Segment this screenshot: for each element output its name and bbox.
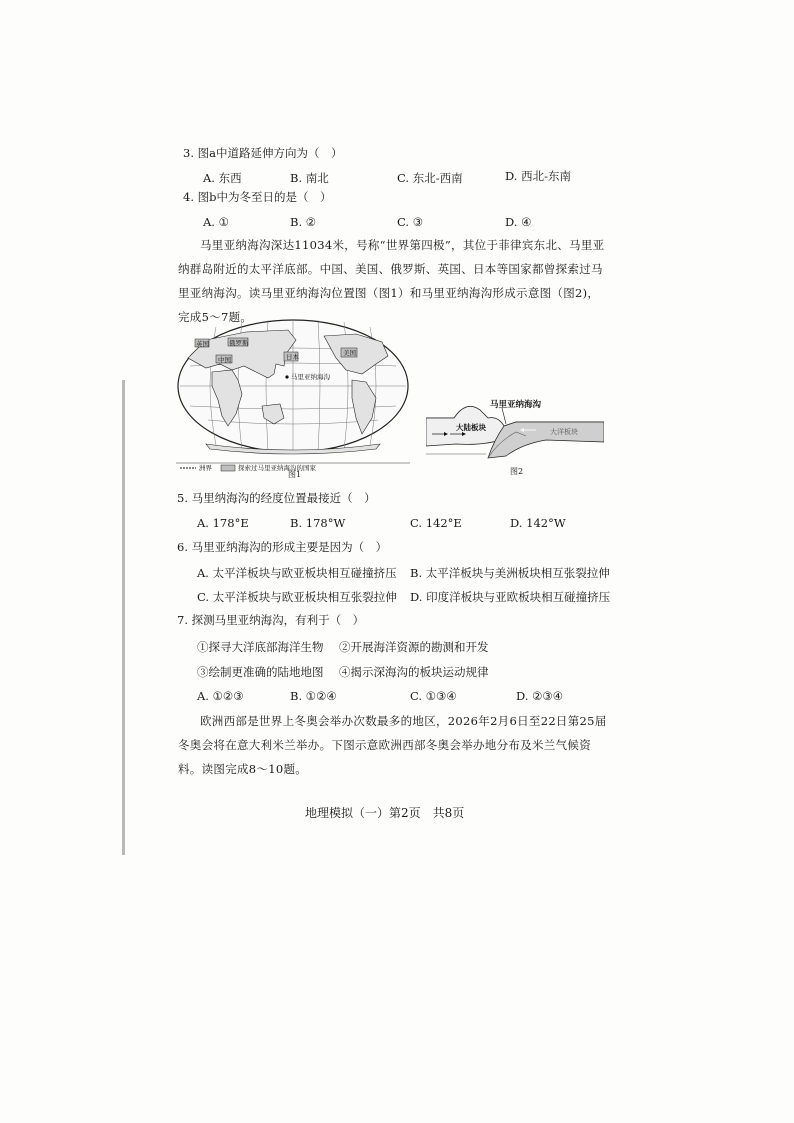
legend-border: 洲界 (199, 464, 212, 472)
q3-option-d[interactable]: D. 西北-东南 (505, 169, 572, 183)
figure-2-caption: 图2 (510, 467, 524, 476)
figure-1-caption: 图1 (288, 470, 302, 479)
mariana-trench-marker (285, 375, 288, 378)
q7-option-b[interactable]: B. ①②④ (290, 689, 337, 703)
map-label-japan: 日本 (286, 353, 299, 361)
q7-stem: 7. 探测马里亚纳海沟，有利于（ ） (177, 613, 365, 627)
q6-option-b[interactable]: B. 太平洋板块与美洲板块相互张裂拉伸 (410, 566, 610, 580)
q3-option-b[interactable]: B. 南北 (290, 171, 329, 185)
q3-stem: 3. 图a中道路延伸方向为（ ） (183, 146, 343, 160)
q7-item-3: ③绘制更准确的陆地地图 (197, 665, 324, 679)
fig2-label-ocean: 大洋板块 (550, 428, 578, 436)
q7-item-1: ①探寻大洋底部海洋生物 (197, 640, 324, 654)
q7-option-c[interactable]: C. ①③④ (410, 689, 457, 703)
q4-stem: 4. 图b中为冬至日的是（ ） (183, 190, 332, 204)
q7-item-2: ②开展海洋资源的勘测和开发 (339, 640, 489, 654)
q5-option-a[interactable]: A. 178°E (197, 516, 249, 530)
q7-option-a[interactable]: A. ①②③ (197, 689, 244, 703)
q6-option-c[interactable]: C. 太平洋板块与欧亚板块相互张裂拉伸 (197, 590, 397, 604)
q4-option-d[interactable]: D. ④ (505, 215, 532, 229)
q5-stem: 5. 马里纳海沟的经度位置最接近（ ） (177, 491, 376, 505)
page-footer: 地理模拟（一）第2页 共8页 (305, 806, 465, 820)
q6-option-d[interactable]: D. 印度洋板块与亚欧板块相互碰撞挤压 (410, 590, 611, 604)
map-label-uk: 英国 (196, 340, 209, 348)
q5-option-b[interactable]: B. 178°W (290, 516, 346, 530)
q3-option-c[interactable]: C. 东北-西南 (397, 171, 463, 185)
q5-option-c[interactable]: C. 142°E (410, 516, 462, 530)
scan-edge (122, 380, 125, 855)
legend-swatch (221, 465, 235, 471)
q3-option-a[interactable]: A. 东西 (203, 171, 242, 185)
q4-option-a[interactable]: A. ① (203, 215, 229, 229)
figure-1-world-map (176, 318, 410, 478)
passage-winter-olympics: 欧洲西部是世界上冬奥会举办次数最多的地区，2026年2月6日至22日第25届冬奥会将在意大利米兰举办。下图示意欧洲西部冬奥会举办地分布及米兰气候资料。读图完成8～10题。 (178, 714, 607, 776)
map-label-trench: 马里亚纳海沟 (291, 373, 330, 381)
q4-option-b[interactable]: B. ② (290, 215, 317, 229)
passage-mariana: 马里亚纳海沟深达11034米，号称“世界第四极”，其位于菲律宾东北、马里亚纳群岛附近的太平洋底部。中国、美国、俄罗斯、英国、日本等国家都曾探索过马里亚纳海沟。读马里亚纳海沟位置图（图1）和马里亚纳海沟形成示意图（图2)，完成5～7题。 (178, 238, 605, 324)
q6-stem: 6. 马里亚纳海沟的形成主要是因为（ ） (177, 540, 388, 554)
map-label-russia: 俄罗斯 (229, 339, 249, 347)
q4-option-c[interactable]: C. ③ (397, 215, 424, 229)
q7-item-4: ④揭示深海沟的板块运动规律 (339, 665, 489, 679)
map-label-china: 中国 (218, 356, 231, 364)
fig2-label-trench: 马里亚纳海沟 (490, 400, 542, 410)
legend-explored: 探索过马里亚纳海沟的国家 (238, 464, 316, 472)
q5-option-d[interactable]: D. 142°W (510, 516, 566, 530)
q7-option-d[interactable]: D. ②③④ (516, 689, 564, 703)
fig2-label-continental: 大陆板块 (456, 423, 486, 432)
map-label-usa: 美国 (343, 349, 356, 357)
q6-option-a[interactable]: A. 太平洋板块与欧亚板块相互碰撞挤压 (197, 566, 397, 580)
